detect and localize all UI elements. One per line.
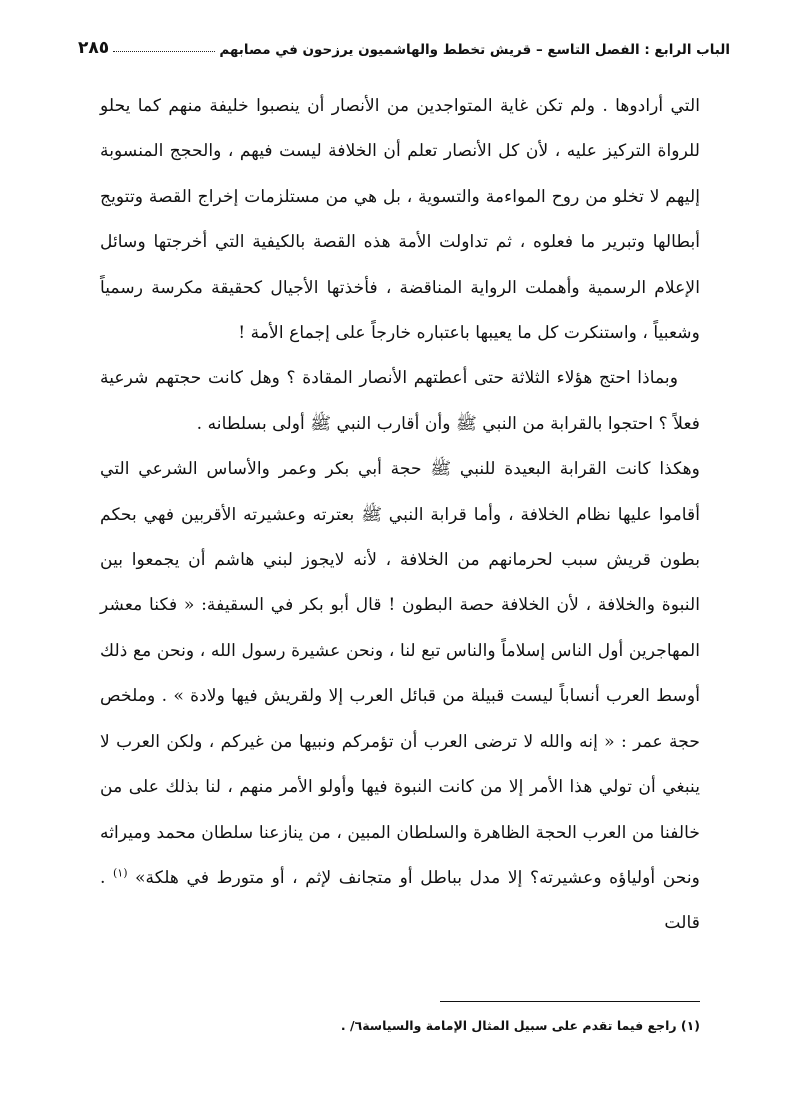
footnote-marker: (١) (112, 866, 128, 880)
running-title: الباب الرابع : الفصل التاسع – قريش تخطط والهاشميون يرزحون في مصابهم (219, 42, 730, 58)
page-number: ٢٨٥ (78, 38, 110, 58)
header-dotted-leader (113, 50, 215, 52)
running-header (78, 28, 730, 58)
paragraph: وبماذا احتج هؤلاء الثلاثة حتى أعطتهم الأنصار المقادة ؟ وهل كانت حجتهم شرعية فعلاً ؟ احتجوا بالقرابة من النبي ﷺ وأن أقارب النبي ﷺ أولى بسلطانه . (100, 368, 700, 434)
paragraph (100, 447, 700, 946)
paragraph-continuation: . قالت (100, 867, 700, 934)
paragraph-text: وهكذا كانت القرابة البعيدة للنبي ﷺ حجة أبي بكر وعمر والأساس الشرعي التي أقاموا عليها نظام الخلافة ، وأما قرابة النبي ﷺ بعترته وعشيرته الأقربين فهي بحكم بطون قريش سبب لحرمانهم من الخلافة ، لأنه لايجوز لبني هاشم أن يجمعوا بين النبوة والخلافة ، لأن الخلافة حصة البطون ! قال أبو بكر في السقيفة: « فكنا معشر المهاجرين أول الناس إسلاماً والناس تبع لنا ، ونحن عشيرة رسول الله ، ونحن مع ذلك أوسط العرب أنساباً ليست قبيلة من قبائل العرب إلا ولقريش فيها ولادة » . وملخص حجة عمر : « إنه والله لا ترضى العرب أن تؤمركم ونبيها من غيركم ، ولكن العرب لا ينبغي أن تولي هذا الأمر إلا من كانت النبوة فيها وأولو الأمر منهم ، لنا بذلك على من خالفنا من العرب الحجة الظاهرة والسلطان المبين ، من ينازعنا سلطان محمد وميراثه ونحن أولياؤه وعشيرته؟ إلا مدل بباطل أو متجانف لإثم ، أو متورط في هلكة» (100, 459, 700, 888)
footnote: (١) راجع فيما تقدم على سبيل المثال الإمامة والسياسة٦/ . (340, 1018, 700, 1033)
main-text (100, 84, 700, 947)
paragraph: التي أرادوها . ولم تكن غاية المتواجدين من الأنصار أن ينصبوا خليفة منهم كما يحلو للرواة التركيز عليه ، لأن كل الأنصار تعلم أن الخلافة ليست فيهم ، والحجج المنسوبة إليهم لا تخلو من روح المواءمة والتسوية ، بل هي من مستلزمات إخراج القصة وتتويج أبطالها وتبرير ما فعلوه ، ثم تداولت الأمة هذه القصة بالكيفية التي أخرجتها وسائل الإعلام الرسمية وأهملت الرواية المناقضة ، فأخذتها الأجيال كحقيقة مكرسة رسمياً وشعبياً ، واستنكرت كل ما يعيبها باعتباره خارجاً على إجماع الأمة ! (100, 96, 700, 344)
footnote-separator (440, 1001, 700, 1002)
